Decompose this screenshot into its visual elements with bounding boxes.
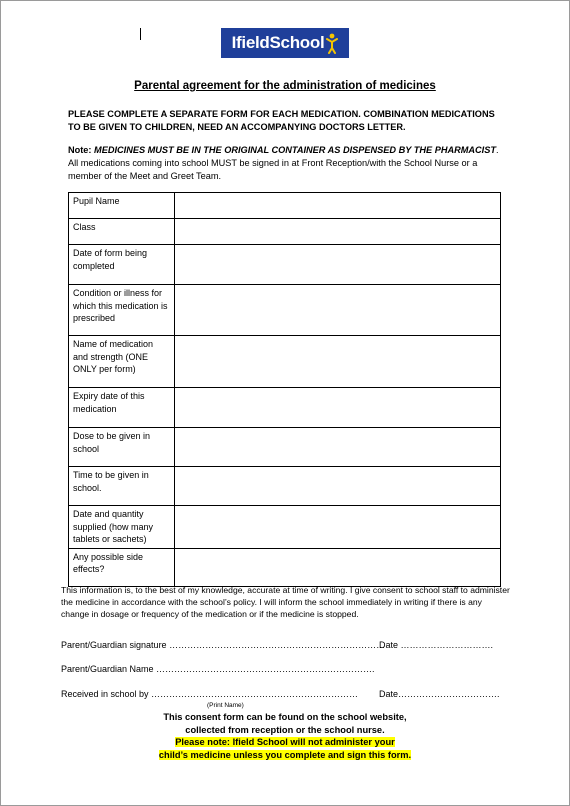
- row-input[interactable]: [175, 388, 501, 428]
- row-label: Pupil Name: [69, 193, 175, 219]
- row-label: Time to be given in school.: [69, 467, 175, 506]
- row-label: Dose to be given in school: [69, 428, 175, 467]
- row-input[interactable]: [175, 193, 501, 219]
- row-label: Condition or illness for which this medication is prescribed: [69, 285, 175, 336]
- note-emphasis: MEDICINES MUST BE IN THE ORIGINAL CONTAINER AS DISPENSED BY THE PHARMACIST: [94, 145, 496, 155]
- footer-notice: [120, 711, 450, 761]
- row-input[interactable]: [175, 245, 501, 285]
- note-rest: . All medications coming into school MUST be signed in at Front Reception/with the School Nurse or a member of the Meet and Greet Team.: [68, 145, 499, 181]
- table-row: [69, 428, 501, 467]
- row-label: Name of medication and strength (ONE ONLY per form): [69, 336, 175, 388]
- row-input[interactable]: [175, 336, 501, 388]
- footer-warning-line: child’s medicine unless you complete and sign this form.: [158, 749, 412, 760]
- row-label: Any possible side effects?: [69, 548, 175, 586]
- table-row: [69, 336, 501, 388]
- table-row: [69, 245, 501, 285]
- row-label: Date of form being completed: [69, 245, 175, 285]
- received-date-line[interactable]: Date…………………………….: [379, 689, 500, 699]
- row-label: Class: [69, 219, 175, 245]
- school-logo: [221, 28, 349, 58]
- row-label: Expiry date of this medication: [69, 388, 175, 428]
- print-name-caption: (Print Name): [207, 702, 244, 709]
- table-row: [69, 219, 501, 245]
- logo-text: IfieldSchool: [231, 33, 325, 52]
- table-row: [69, 467, 501, 506]
- page-title: Parental agreement for the administration of medicines: [134, 80, 436, 92]
- row-label: Date and quantity supplied (how many tablets or sachets): [69, 506, 175, 549]
- text-cursor: [140, 28, 141, 40]
- instructions-text: PLEASE COMPLETE A SEPARATE FORM FOR EACH MEDICATION. COMBINATION MEDICATIONS TO BE GIVEN TO CHILDREN, NEED AN ACCOMPANYING DOCTORS LETTER.: [68, 109, 495, 132]
- note-text: [68, 144, 508, 183]
- footer-warning-line: Please note: Ifield School will not administer your: [175, 737, 395, 747]
- parent-signature-date[interactable]: Date ………………………….: [379, 640, 494, 650]
- received-by-line[interactable]: Received in school by ……………………………………………………………: [61, 689, 359, 699]
- row-input[interactable]: [175, 548, 501, 586]
- table-row: [69, 388, 501, 428]
- table-row: [69, 285, 501, 336]
- table-row: [69, 193, 501, 219]
- note-label: Note:: [68, 145, 92, 155]
- logo-figure-icon: [326, 32, 338, 54]
- table-row: [69, 506, 501, 549]
- parent-name-line[interactable]: Parent/Guardian Name ……………………………………………………………….: [61, 664, 375, 674]
- row-input[interactable]: [175, 428, 501, 467]
- parent-signature-line[interactable]: Parent/Guardian signature ………………………………………………………………: [61, 640, 386, 650]
- medication-form-table: [68, 192, 501, 587]
- row-input[interactable]: [175, 467, 501, 506]
- footer-line: collected from reception or the school nurse.: [185, 724, 385, 735]
- row-input[interactable]: [175, 506, 501, 549]
- consent-text: This information is, to the best of my knowledge, accurate at time of writing. I give consent to school staff to administer the medicine in accordance with the school’s policy. I will inform the school immediately in writing if there is any change in dosage or frequency of the medication or if the medicine is stopped.: [61, 585, 510, 619]
- row-input[interactable]: [175, 219, 501, 245]
- table-row: [69, 548, 501, 586]
- row-input[interactable]: [175, 285, 501, 336]
- footer-line: This consent form can be found on the school website,: [163, 712, 407, 722]
